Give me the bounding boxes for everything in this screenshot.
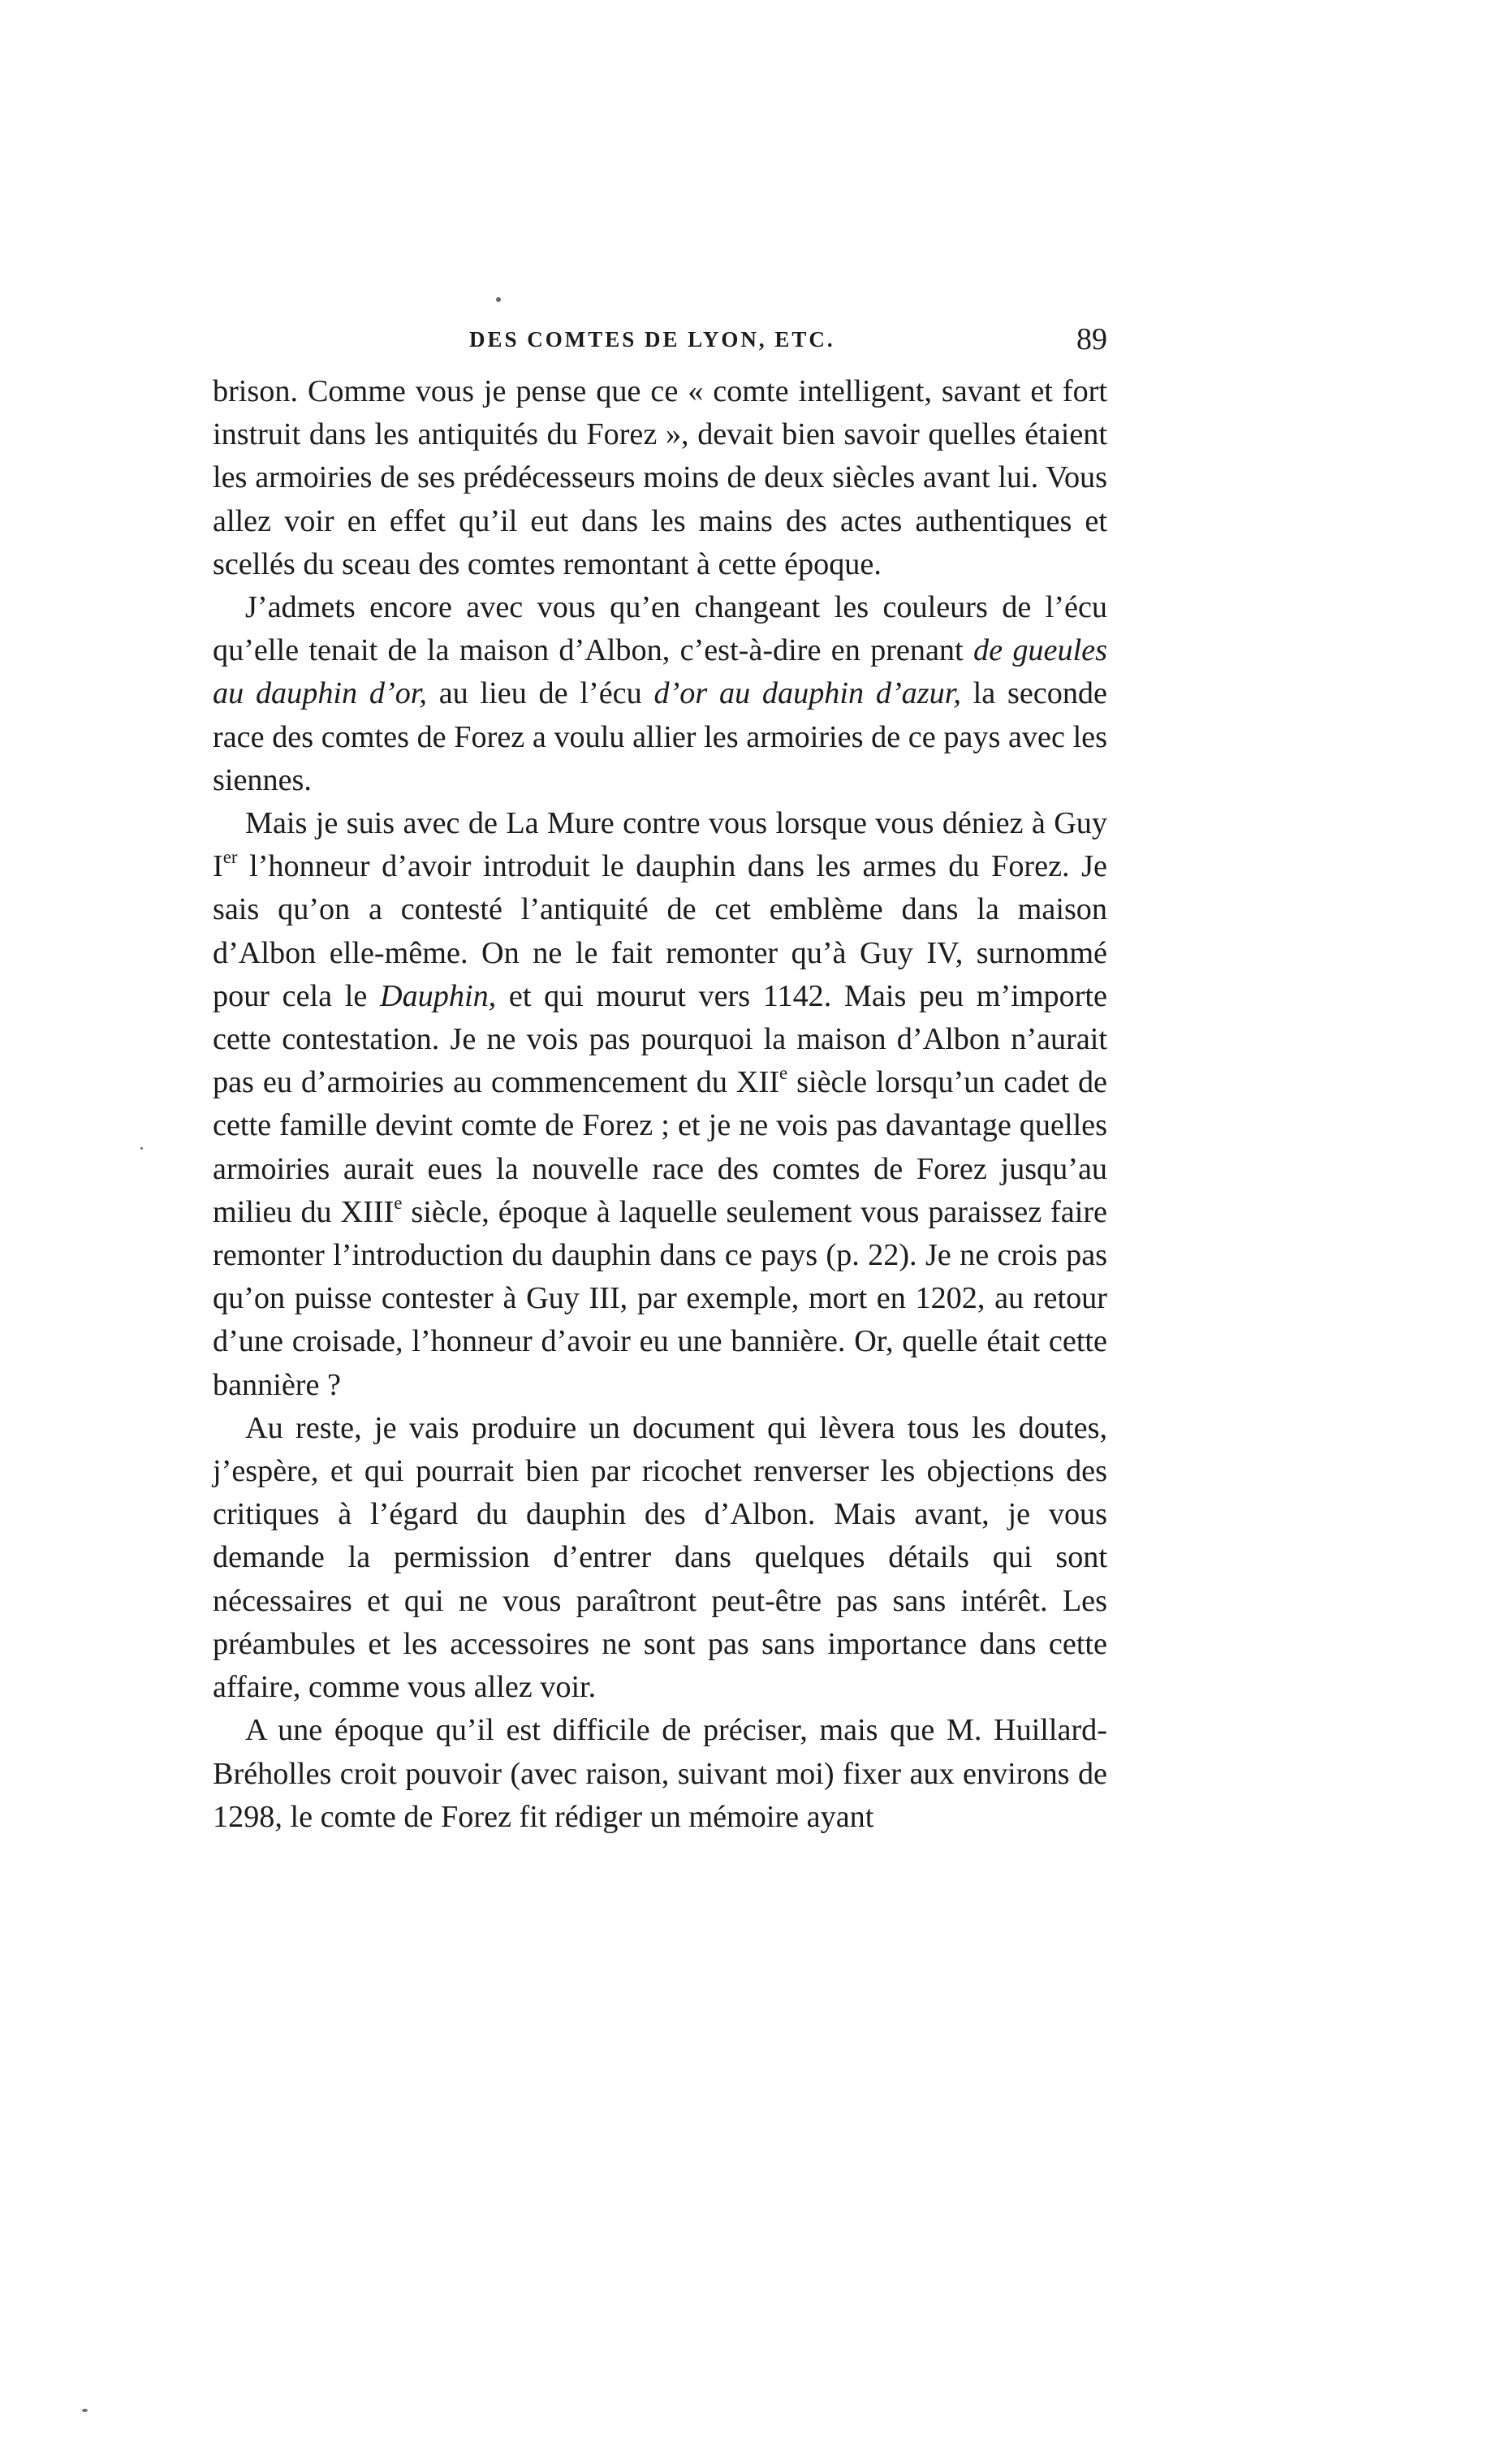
running-head: DES COMTES DE LYON, ETC. bbox=[469, 327, 835, 352]
text-run: Mais je suis avec de La Mure contre vous lorsque vous déniez à Guy I bbox=[213, 806, 1107, 884]
text-run: au lieu de l’écu bbox=[426, 676, 654, 711]
text-run: et qui mourut vers 1142. Mais peu m’importe cette contestation. Je ne vois pas pourquoi la maison d’Albon n’aurait pas eu d’armoiries au commencement du XII bbox=[213, 978, 1107, 1100]
paragraph bbox=[213, 1407, 1107, 1709]
text-run: siècle lorsqu’un cadet de cette famille devint comte de Forez ; et je ne vois pas davantage quelles armoiries aurait eues la nouvelle race des comtes de Forez jusqu’au milieu du XIII bbox=[213, 1065, 1107, 1229]
superscript: e bbox=[779, 1063, 788, 1084]
paragraph bbox=[213, 370, 1107, 586]
body-text bbox=[213, 370, 1107, 1839]
text-run: siècle, époque à laquelle seulement vous paraissez faire remonter l’introduction du dauphin dans ce pays (p. 22). Je ne crois pas qu’on puisse contester à Guy III, par exemple, mort en 1202, au retour d’une croisade, l’honneur d’avoir eu une bannière. Or, quelle était cette bannière ? bbox=[213, 1194, 1107, 1402]
superscript: er bbox=[222, 847, 238, 868]
superscript: e bbox=[394, 1192, 403, 1213]
page-header bbox=[213, 321, 1107, 357]
print-speck bbox=[140, 1147, 143, 1150]
paragraph bbox=[213, 802, 1107, 1407]
italic-text: Dauphin, bbox=[380, 978, 497, 1013]
paragraph bbox=[213, 586, 1107, 802]
text-run: J’admets encore avec vous qu’en changeant les couleurs de l’écu qu’elle tenait de la maison d’Albon, c’est-à-dire en prenant bbox=[213, 590, 1107, 668]
italic-text: d’or au dauphin d’azur, bbox=[653, 676, 961, 711]
text-run: brison. Comme vous je pense que ce « comte intelligent, savant et fort instruit dans les antiquités du Forez », devait bien savoir quelles étaient les armoiries de ses prédécesseurs moins de deux siècles avant lui. Vous allez voir en effet qu’il eut dans les mains des actes authentiques et scellés du sceau des comtes remontant à cette époque. bbox=[213, 374, 1107, 581]
paragraph bbox=[213, 1709, 1107, 1839]
page-number: 89 bbox=[1076, 322, 1107, 356]
italic-text: de gueules au dauphin d’or, bbox=[213, 633, 1107, 711]
text-run: la seconde race des comtes de Forez a voulu allier les armoiries de ce pays avec les siennes. bbox=[213, 676, 1107, 797]
text-run: A une époque qu’il est difficile de préciser, mais que M. Huillard-Bréholles croit pouvoir (avec raison, suivant moi) fixer aux environs de 1298, le comte de Forez fit rédiger un mémoire ayant bbox=[213, 1713, 1107, 1834]
print-speck bbox=[82, 2409, 88, 2412]
print-speck bbox=[496, 297, 501, 302]
text-run: Au reste, je vais produire un document qui lèvera tous les doutes, j’espère, et qui pourrait bien par ricochet renverser les objections des critiques à l’égard du dauphin des d’Albon. Mais avant, je vous demande la permission d’entrer dans quelques détails qui sont nécessaires et qui ne vous paraîtront peut-être pas sans intérêt. Les préambules et les accessoires ne sont pas sans importance dans cette affaire, comme vous allez voir. bbox=[213, 1410, 1107, 1705]
text-run: l’honneur d’avoir introduit le dauphin dans les armes du Forez. Je sais qu’on a contesté l’antiquité de cet emblème dans la maison d’Albon elle-même. On ne le fait remonter qu’à Guy IV, surnommé pour cela le bbox=[213, 849, 1107, 1013]
